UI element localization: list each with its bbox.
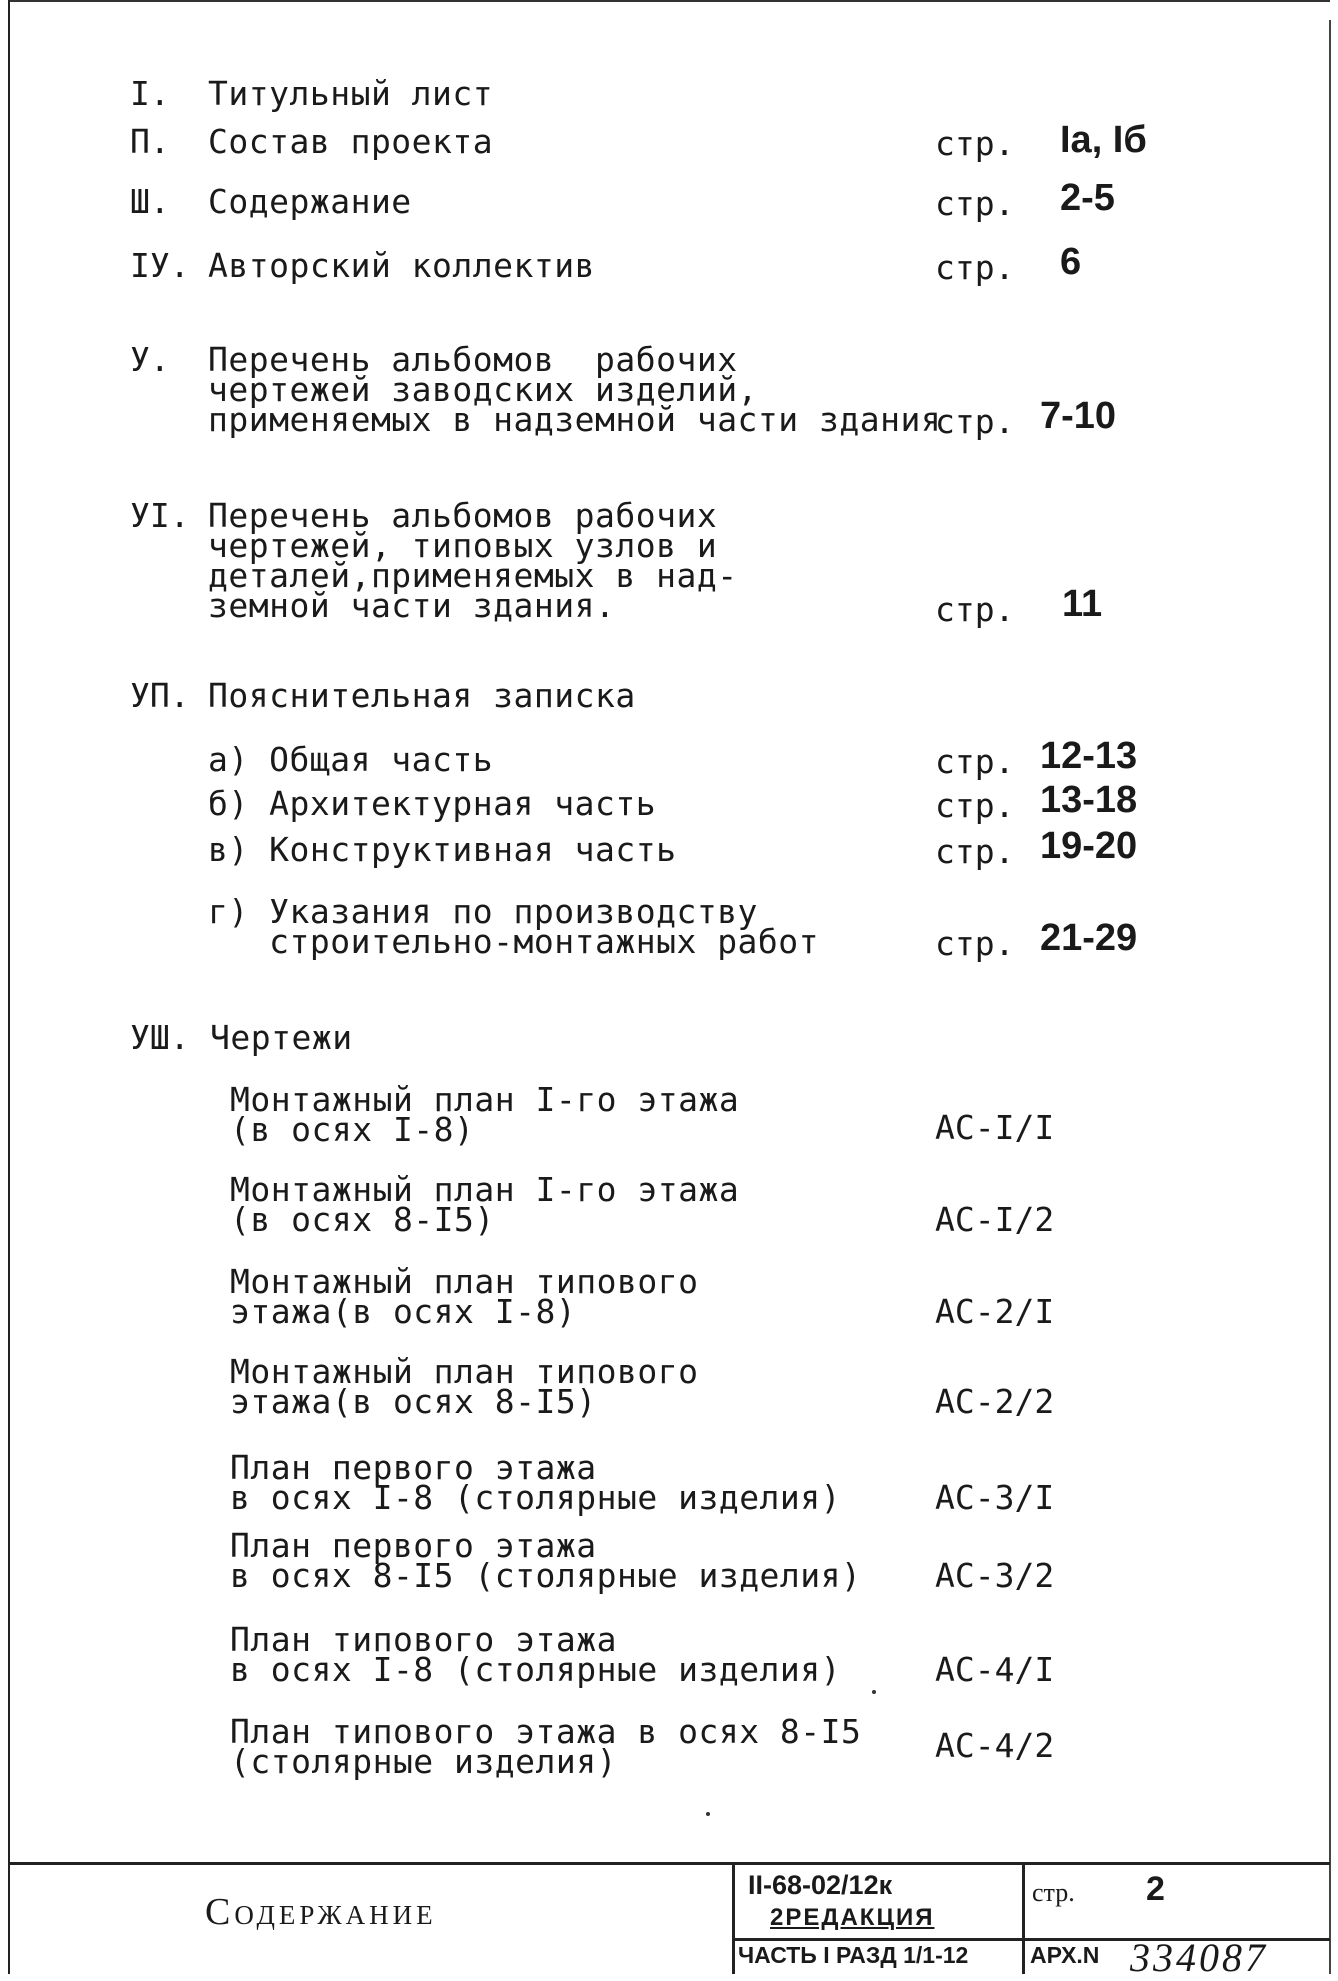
toc-item-6-line-3: деталей,применяемых в над- [208,556,738,595]
drawing-1-line-1: Монтажный план I-го этажа [230,1080,740,1119]
drawing-1-line-2: (в осях I-8) [230,1110,475,1149]
toc-item-7a-str-label: стр. [935,742,1015,781]
title-block-series-code: II-68-02/12к [748,1870,893,1900]
toc-item-7c-str-label: стр. [935,832,1015,871]
title-block-archive-number: 334087 [1130,1935,1268,1980]
toc-item-1-title: Титульный лист [208,74,494,113]
toc-item-7d-line-2: строительно-монтажных работ [208,922,820,961]
toc-item-7a-title: а) Общая часть [208,740,494,779]
drawing-4-line-2: этажа(в осях 8-I5) [230,1382,597,1421]
toc-item-7c-page: 19-20 [1040,825,1138,867]
toc-item-3-number: Ш. [130,182,170,221]
toc-item-7b-str-label: стр. [935,786,1015,825]
toc-item-7c-title: в) Конструктивная часть [208,830,677,869]
drawing-5-line-1: План первого этажа [230,1448,597,1487]
drawing-4-code: АС-2/2 [935,1382,1055,1421]
toc-item-7d-str-label: стр. [935,924,1015,963]
toc-item-6-str-label: стр. [935,590,1015,629]
toc-item-2-title: Состав проекта [208,122,494,161]
toc-item-5-page: 7-10 [1040,395,1117,437]
drawing-6-line-1: План первого этажа [230,1526,597,1565]
toc-item-5-line-1: Перечень альбомов рабочих [208,340,738,379]
title-block-page-label: стр. [1032,1878,1075,1907]
drawing-8-code: АС-4/2 [935,1726,1055,1765]
title-block-edition: 2РЕДАКЦИЯ [770,1904,935,1931]
toc-item-1-number: I. [130,74,170,113]
frame-right-line [1329,20,1331,1974]
toc-item-6-line-1: Перечень альбомов рабочих [208,496,718,535]
toc-item-5-number: У. [130,340,170,379]
title-block-archive-label: АРХ.N [1030,1942,1100,1968]
toc-item-7-number: УП. [130,676,190,715]
stray-mark [872,1690,876,1694]
frame-top-line [8,0,1330,2]
drawing-6-code: АС-3/2 [935,1556,1055,1595]
drawing-2-line-2: (в осях 8-I5) [230,1200,495,1239]
title-block-part: ЧАСТЬ I РАЗД 1/1-12 [738,1942,969,1968]
toc-item-7a-page: 12-13 [1040,735,1138,777]
drawing-2-line-1: Монтажный план I-го этажа [230,1170,740,1209]
drawing-7-code: АС-4/I [935,1650,1055,1689]
drawing-3-line-2: этажа(в осях I-8) [230,1292,577,1331]
title-block-page-number: 2 [1146,1870,1165,1908]
drawing-2-code: АС-I/2 [935,1200,1055,1239]
toc-item-7b-title: б) Архитектурная часть [208,784,657,823]
drawing-3-code: АС-2/I [935,1292,1055,1331]
drawing-1-code: АС-I/I [935,1108,1055,1147]
toc-item-3-page: 2-5 [1060,177,1115,219]
toc-item-7d-page: 21-29 [1040,917,1138,959]
toc-item-5-line-2: чертежей заводских изделий, [208,370,758,409]
toc-item-4-title: Авторский коллектив [208,246,595,285]
toc-item-6-number: УI. [130,496,190,535]
toc-item-6-line-4: земной части здания. [208,586,616,625]
stray-mark [706,1812,710,1816]
toc-item-2-page: Iа, Iб [1060,119,1147,161]
toc-item-6-line-2: чертежей, типовых узлов и [208,526,718,565]
drawing-8-line-2: (столярные изделия) [230,1742,617,1781]
toc-item-7-title: Пояснительная записка [208,676,636,715]
drawing-4-line-1: Монтажный план типового [230,1352,699,1391]
toc-item-6-page: 11 [1062,583,1103,625]
toc-item-5-str-label: стр. [935,402,1015,441]
drawing-5-line-2: в осях I-8 (столярные изделия) [230,1478,842,1517]
title-block-divider [1022,1862,1025,1974]
toc-item-2-str-label: стр. [935,124,1015,163]
drawing-3-line-1: Монтажный план типового [230,1262,699,1301]
drawing-7-line-2: в осях I-8 (столярные изделия) [230,1650,842,1689]
toc-item-4-str-label: стр. [935,248,1015,287]
drawing-7-line-1: План типового этажа [230,1620,617,1659]
toc-item-8-number: УШ. [130,1018,190,1057]
frame-left-line [8,0,10,1974]
drawing-5-code: АС-3/I [935,1478,1055,1517]
toc-item-5-line-3: применяемых в надземной части здания [208,400,942,439]
title-block-divider [732,1862,735,1974]
toc-item-8-title: Чертежи [210,1018,353,1057]
toc-item-3-str-label: стр. [935,184,1015,223]
toc-item-4-number: IУ. [130,246,190,285]
toc-item-7b-page: 13-18 [1040,779,1138,821]
title-block-title: Содержание [205,1891,437,1933]
toc-item-7d-line-1: г) Указания по производству [208,892,758,931]
drawing-8-line-1: План типового этажа в осях 8-I5 [230,1712,862,1751]
drawing-6-line-2: в осях 8-I5 (столярные изделия) [230,1556,862,1595]
toc-item-2-number: П. [130,122,170,161]
toc-item-3-title: Содержание [208,182,412,221]
toc-item-4-page: 6 [1060,241,1082,283]
